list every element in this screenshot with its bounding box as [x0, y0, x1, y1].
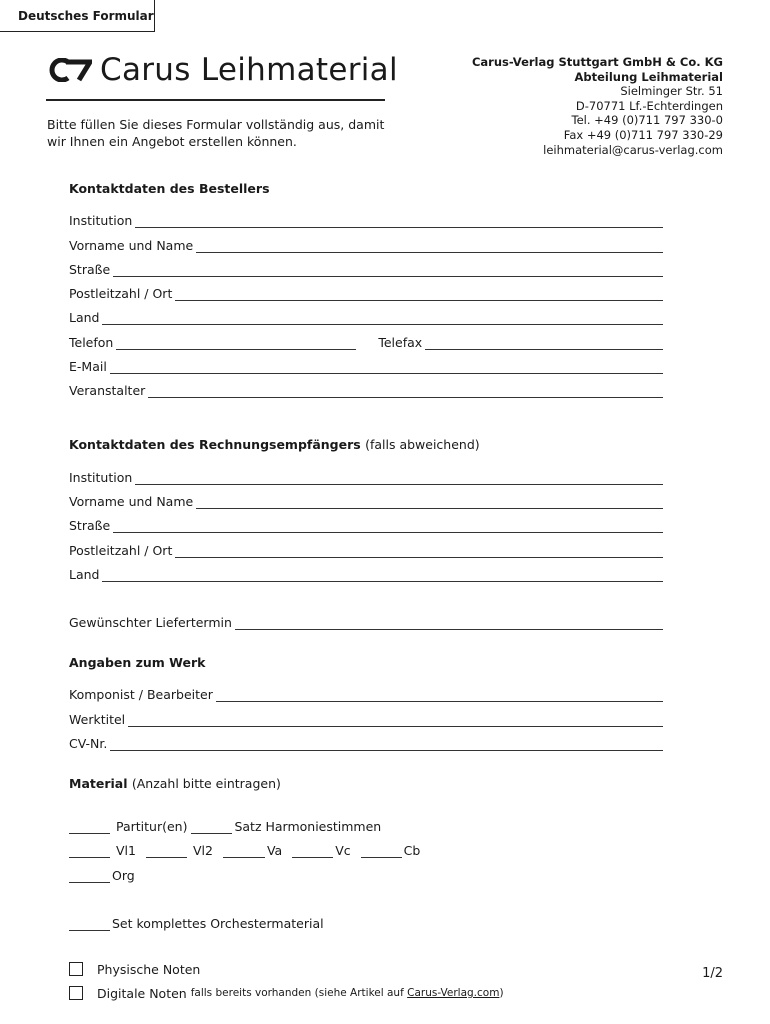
material-row-3: [69, 858, 663, 883]
orderer-zip-row: [69, 277, 663, 301]
orderer-name-row: [69, 228, 663, 252]
vl2-count-field[interactable]: [146, 845, 187, 858]
fax-number: Fax +49 (0)711 797 330-29: [563, 127, 723, 142]
checkbox-label: Physische Noten: [97, 961, 201, 977]
digital-notes-option[interactable]: [69, 981, 663, 1005]
field-label: Telefon: [69, 334, 114, 350]
orderer-organizer-field[interactable]: [148, 385, 663, 398]
physical-notes-checkbox[interactable]: [69, 962, 83, 976]
cv-number-field[interactable]: [110, 738, 663, 751]
page-number: 1/2: [702, 966, 723, 981]
phone-number: Tel. +49 (0)711 797 330-0: [571, 113, 723, 128]
field-label: Straße: [69, 261, 111, 277]
harmony-count-field[interactable]: [191, 821, 232, 834]
hint-text: falls bereits vorhanden (siehe Artikel auf: [190, 987, 404, 1000]
intro-text: Bitte füllen Sie dieses Formular vollständig aus, damit wir Ihnen ein Angebot erstellen können.: [47, 117, 385, 149]
field-label: Postleitzahl / Ort: [69, 542, 173, 558]
digital-notes-hint: [191, 987, 504, 999]
vc-count-field[interactable]: [292, 845, 333, 858]
email-address: leihmaterial@carus-verlag.com: [543, 142, 723, 157]
material-label: Partitur(en): [115, 818, 188, 834]
department-name: Abteilung Leihmaterial: [574, 69, 723, 84]
material-label: Set komplettes Orchestermaterial: [112, 916, 324, 932]
billing-country-field[interactable]: [102, 569, 663, 582]
work-title-row: [69, 702, 663, 726]
material-heading-text: Material: [69, 776, 128, 792]
hint-close: ): [499, 987, 504, 1000]
billing-institution-row: [69, 460, 663, 484]
header-divider: [46, 99, 385, 101]
material-label: Vc: [335, 843, 351, 859]
composer-field[interactable]: [216, 689, 663, 702]
billing-heading-note: (falls abweichend): [365, 437, 480, 453]
field-label: Vorname und Name: [69, 493, 194, 509]
field-label: Werktitel: [69, 711, 126, 727]
form-language-tab[interactable]: Deutsches Formular: [0, 0, 155, 32]
set-count-field[interactable]: [69, 918, 110, 931]
orderer-phone-row: [69, 325, 663, 349]
field-label: E-Mail: [69, 359, 107, 375]
field-label: Institution: [69, 469, 133, 485]
field-label: Institution: [69, 213, 133, 229]
material-label: Va: [266, 843, 283, 859]
delivery-date-field[interactable]: [235, 617, 663, 630]
material-label: Cb: [403, 843, 421, 859]
physical-notes-option[interactable]: [69, 957, 663, 981]
material-label: Vl2: [192, 843, 213, 859]
field-label: CV-Nr.: [69, 736, 108, 752]
material-row-4: [69, 907, 663, 932]
cb-count-field[interactable]: [361, 845, 402, 858]
field-label: Veranstalter: [69, 383, 146, 399]
va-count-field[interactable]: [223, 845, 265, 858]
field-label: Telefax: [378, 334, 423, 350]
orderer-zip-field[interactable]: [175, 288, 663, 301]
orderer-phone-field[interactable]: [116, 337, 356, 350]
billing-heading-text: Kontaktdaten des Rechnungsempfängers: [69, 437, 361, 453]
digital-notes-checkbox[interactable]: [69, 986, 83, 1000]
orderer-country-row: [69, 301, 663, 325]
orderer-organizer-row: [69, 374, 663, 398]
billing-zip-field[interactable]: [175, 545, 663, 558]
material-heading-note: (Anzahl bitte eintragen): [131, 776, 281, 792]
logo-text: Carus Leihmaterial: [100, 52, 398, 88]
billing-zip-row: [69, 533, 663, 557]
field-label: Postleitzahl / Ort: [69, 286, 173, 302]
score-count-field[interactable]: [69, 821, 110, 834]
work-title-field[interactable]: [128, 714, 663, 727]
orderer-country-field[interactable]: [102, 312, 663, 325]
field-label: Land: [69, 566, 100, 582]
orderer-street-row: [69, 253, 663, 277]
delivery-date-row: [69, 606, 663, 630]
orderer-name-field[interactable]: [196, 240, 663, 253]
brand-logo: [46, 52, 398, 88]
vl1-count-field[interactable]: [69, 845, 110, 858]
material-row-1: [69, 809, 663, 834]
publisher-address: [472, 55, 723, 157]
orderer-fax-field[interactable]: [425, 337, 663, 350]
billing-street-row: [69, 509, 663, 533]
billing-heading: [69, 436, 663, 460]
cv-number-row: [69, 727, 663, 751]
orderer-heading: Kontaktdaten des Bestellers: [69, 181, 270, 196]
field-label: Gewünschter Liefertermin: [69, 615, 232, 631]
material-heading: [69, 775, 663, 799]
orderer-email-row: [69, 350, 663, 374]
orderer-email-field[interactable]: [110, 361, 663, 374]
material-label: Org: [112, 867, 135, 883]
material-label: Satz Harmoniestimmen: [234, 818, 382, 834]
checkbox-label: Digitale Noten: [97, 985, 187, 1001]
orderer-institution-row: [69, 204, 663, 228]
field-label: Komponist / Bearbeiter: [69, 687, 213, 703]
carus-logo-icon: [46, 58, 92, 82]
company-name: Carus-Verlag Stuttgart GmbH & Co. KG: [471, 55, 723, 69]
field-label: Straße: [69, 518, 111, 534]
billing-street-field[interactable]: [113, 520, 663, 533]
material-label: Vl1: [115, 843, 136, 859]
orderer-street-field[interactable]: [113, 264, 663, 277]
work-heading: Angaben zum Werk: [69, 655, 206, 671]
field-label: Vorname und Name: [69, 237, 194, 253]
form-body: [69, 180, 663, 1005]
carus-website-link[interactable]: Carus-Verlag.com: [407, 987, 500, 1000]
orderer-institution-field[interactable]: [135, 215, 663, 228]
street-address: Sielminger Str. 51: [620, 84, 723, 99]
billing-institution-field[interactable]: [135, 472, 663, 485]
billing-name-field[interactable]: [196, 496, 663, 509]
field-label: Land: [69, 310, 100, 326]
billing-country-row: [69, 558, 663, 582]
material-row-2: [69, 834, 663, 859]
city-address: D-70771 Lf.-Echterdingen: [575, 98, 723, 113]
composer-row: [69, 678, 663, 702]
billing-name-row: [69, 485, 663, 509]
org-count-field[interactable]: [69, 870, 110, 883]
